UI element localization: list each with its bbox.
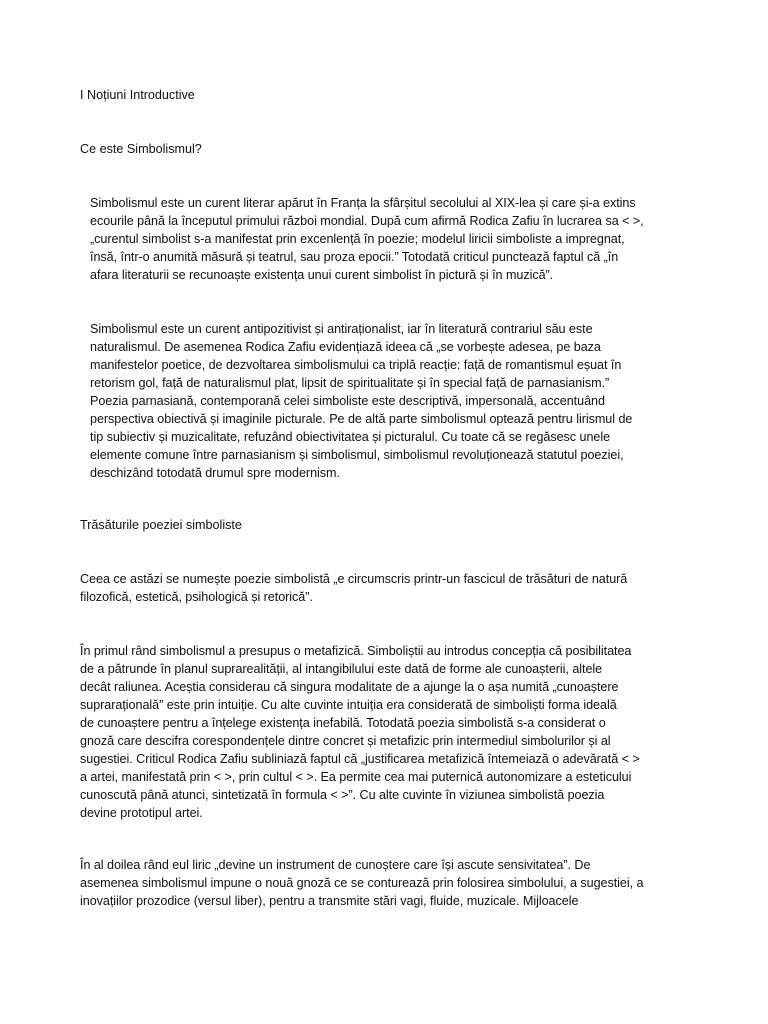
paragraph-1-line: afara literaturii se recunoaște existența unui curent simbolist în pictură și în muzică”. (90, 268, 554, 282)
paragraph-5-line: În al doilea rând eul liric „devine un instrument de cunoștere care își ascute sensivitatea”. De (80, 858, 591, 872)
paragraph-2-line: elemente comune între parnasianism și simbolismul, simbolismul revoluționează statutul poeziei, (90, 448, 624, 462)
paragraph-2-line: naturalismul. De asemenea Rodica Zafiu evidențiază ideea că „se vorbește adesea, pe baza (90, 340, 601, 354)
paragraph-4-line: cunoscută până atunci, sintetizată în formula < >”. Cu alte cuvinte în viziunea simbolistă poezia (80, 788, 605, 802)
paragraph-2-line: tip subiectiv și muzicalitate, refuzând obiectivitatea și picturalul. Cu toate că se regăsesc unele (90, 430, 611, 444)
paragraph-4-line: suprarațională” este prin intuiție. Cu alte cuvinte intuiția era considerată de simboliști forma ideală (80, 698, 617, 712)
paragraph-4-line: a artei, manifestată prin < >, prin cultul < >. Ea permite cea mai puternică autonomizare a esteticului (80, 770, 632, 784)
paragraph-4-line: sugestiei. Criticul Rodica Zafiu subliniază faptul că „justificarea metafizică întemeiază o adevărată < > (80, 752, 640, 766)
paragraph-3 (80, 570, 627, 606)
section-heading-traits: Trăsăturile poeziei simboliste (80, 518, 242, 532)
paragraph-2-line: deschizând totodată drumul spre modernism. (90, 466, 340, 480)
section-heading-what-is-symbolism: Ce este Simbolismul? (80, 142, 202, 156)
paragraph-2-line: Poezia parnasiană, contemporană celei simboliste este descriptivă, impersonală, accentuând (90, 394, 605, 408)
paragraph-4-line: gnoză care descifra corespondențele dintre concret și metafizic prin intermediul simbolurilor și al (80, 734, 611, 748)
paragraph-1-line: însă, într-o anumită măsură și teatrul, sau proza epocii.” Totodată criticul punctează faptul că „în (90, 250, 619, 264)
paragraph-4 (80, 642, 640, 822)
paragraph-1-line: Simbolismul este un curent literar apărut în Franța la sfârșitul secolului al XIX-lea și care și-a extins (90, 196, 636, 210)
paragraph-5-line: inovațiilor prozodice (versul liber), pentru a transmite stări vagi, fluide, muzicale. Mijloacele (80, 894, 579, 908)
paragraph-2-line: retorism gol, față de naturalismul plat, lipsit de spiritualitate și în special față de parnasianism.” (90, 376, 610, 390)
paragraph-5 (80, 856, 644, 910)
paragraph-3-line: filozofică, estetică, psihologică și retorică”. (80, 590, 313, 604)
paragraph-1 (90, 194, 644, 284)
paragraph-3-line: Ceea ce astăzi se numește poezie simbolistă „e circumscris printr-un fascicul de trăsături de natură (80, 572, 628, 586)
paragraph-2-line: manifestelor poetice, de dezvoltarea simbolismului ca triplă reacție: față de romantismul eșuat în (90, 358, 622, 372)
paragraph-2-line: perspectiva obiectivă și imaginile picturale. Pe de altă parte simbolismul optează pentru lirismul de (90, 412, 633, 426)
paragraph-4-line: decât raliunea. Aceștia considerau că singura modalitate de a ajunge la o așa numită „cunoaștere (80, 680, 619, 694)
section-heading-intro: I Noțiuni Introductive (80, 88, 195, 102)
paragraph-2 (90, 320, 632, 482)
paragraph-1-line: „curentul simbolist s-a manifestat prin excenlență în poezie; modelul liricii simboliste a impregnat, (90, 232, 625, 246)
paragraph-5-line: asemenea simbolismul impune o nouă gnoză ce se conturează prin folosirea simbolului, a sugestiei, a (80, 876, 644, 890)
paragraph-4-line: de cunoaștere pentru a înțelege existența inefabilă. Totodată poezia simbolistă s-a considerat o (80, 716, 606, 730)
paragraph-1-line: ecourile până la începutul primului război mondial. După cum afirmă Rodica Zafiu în lucrarea sa < >, (90, 214, 644, 228)
paragraph-4-line: de a pătrunde în planul suprarealității, al intangibilului este dată de forme ale cunoașterii, altele (80, 662, 603, 676)
paragraph-2-line: Simbolismul este un curent antipozitivist și antiraționalist, iar în literatură contrariul său este (90, 322, 593, 336)
paragraph-4-line: În primul rând simbolismul a presupus o metafizică. Simboliștii au introdus concepția că posibilitatea (80, 644, 632, 658)
paragraph-4-line: devine prototipul artei. (80, 806, 203, 820)
